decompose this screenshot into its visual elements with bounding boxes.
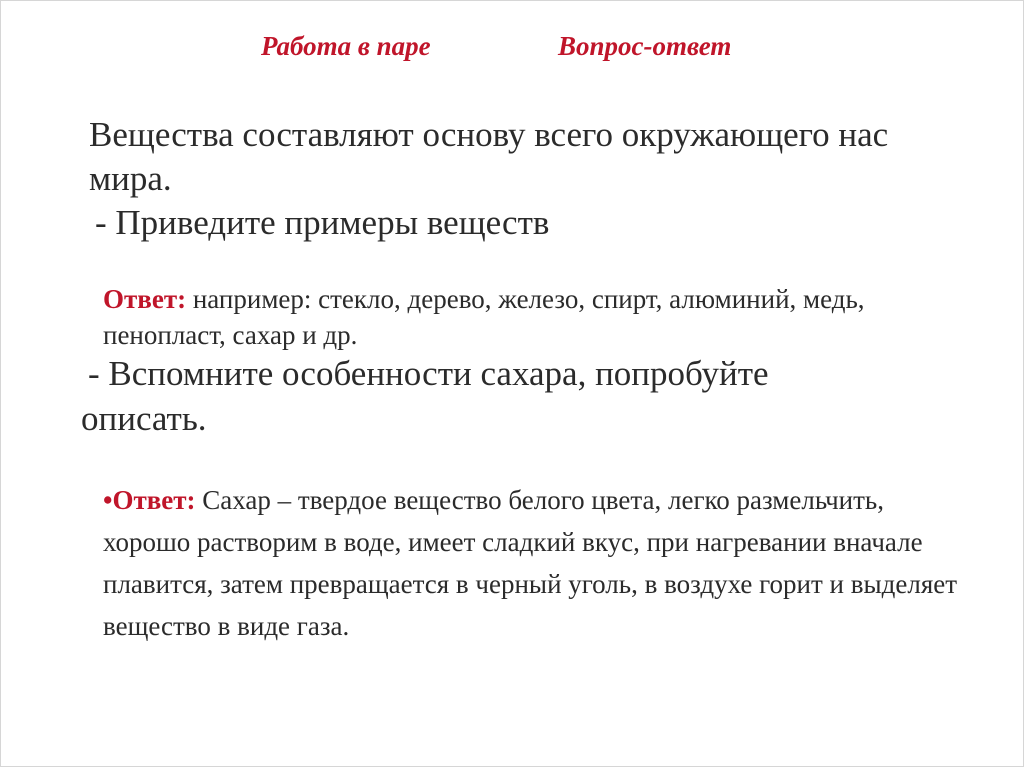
answer-1 <box>103 281 923 353</box>
question-2 <box>81 351 981 441</box>
answer-1-text: например: стекло, дерево, железо, спирт, алюминий, медь, пенопласт, сахар и др. <box>103 284 865 350</box>
answer-2-text: Сахар – твердое вещество белого цвета, легко размельчить, хорошо растворим в воде, имеет сладкий вкус, при нагревании вначале плавится, затем превращается в черный уголь, в воздухе горит и выделяет вещество в виде газа. <box>103 485 958 641</box>
answer-2 <box>103 479 963 647</box>
answer-1-label: Ответ: <box>103 284 187 314</box>
header-pair-work: Работа в паре <box>261 31 431 61</box>
question-2-line2: описать. <box>81 399 207 438</box>
answer-2-label: Ответ: <box>112 485 196 515</box>
question-2-line1: - Вспомните особенности сахара, попробуйте <box>88 354 769 393</box>
header-question-answer: Вопрос-ответ <box>558 31 732 61</box>
intro-question: - Приведите примеры веществ <box>95 203 550 242</box>
bullet-icon: • <box>103 485 113 515</box>
intro-block <box>89 113 969 245</box>
intro-statement: Вещества составляют основу всего окружающего нас мира. <box>89 115 889 198</box>
